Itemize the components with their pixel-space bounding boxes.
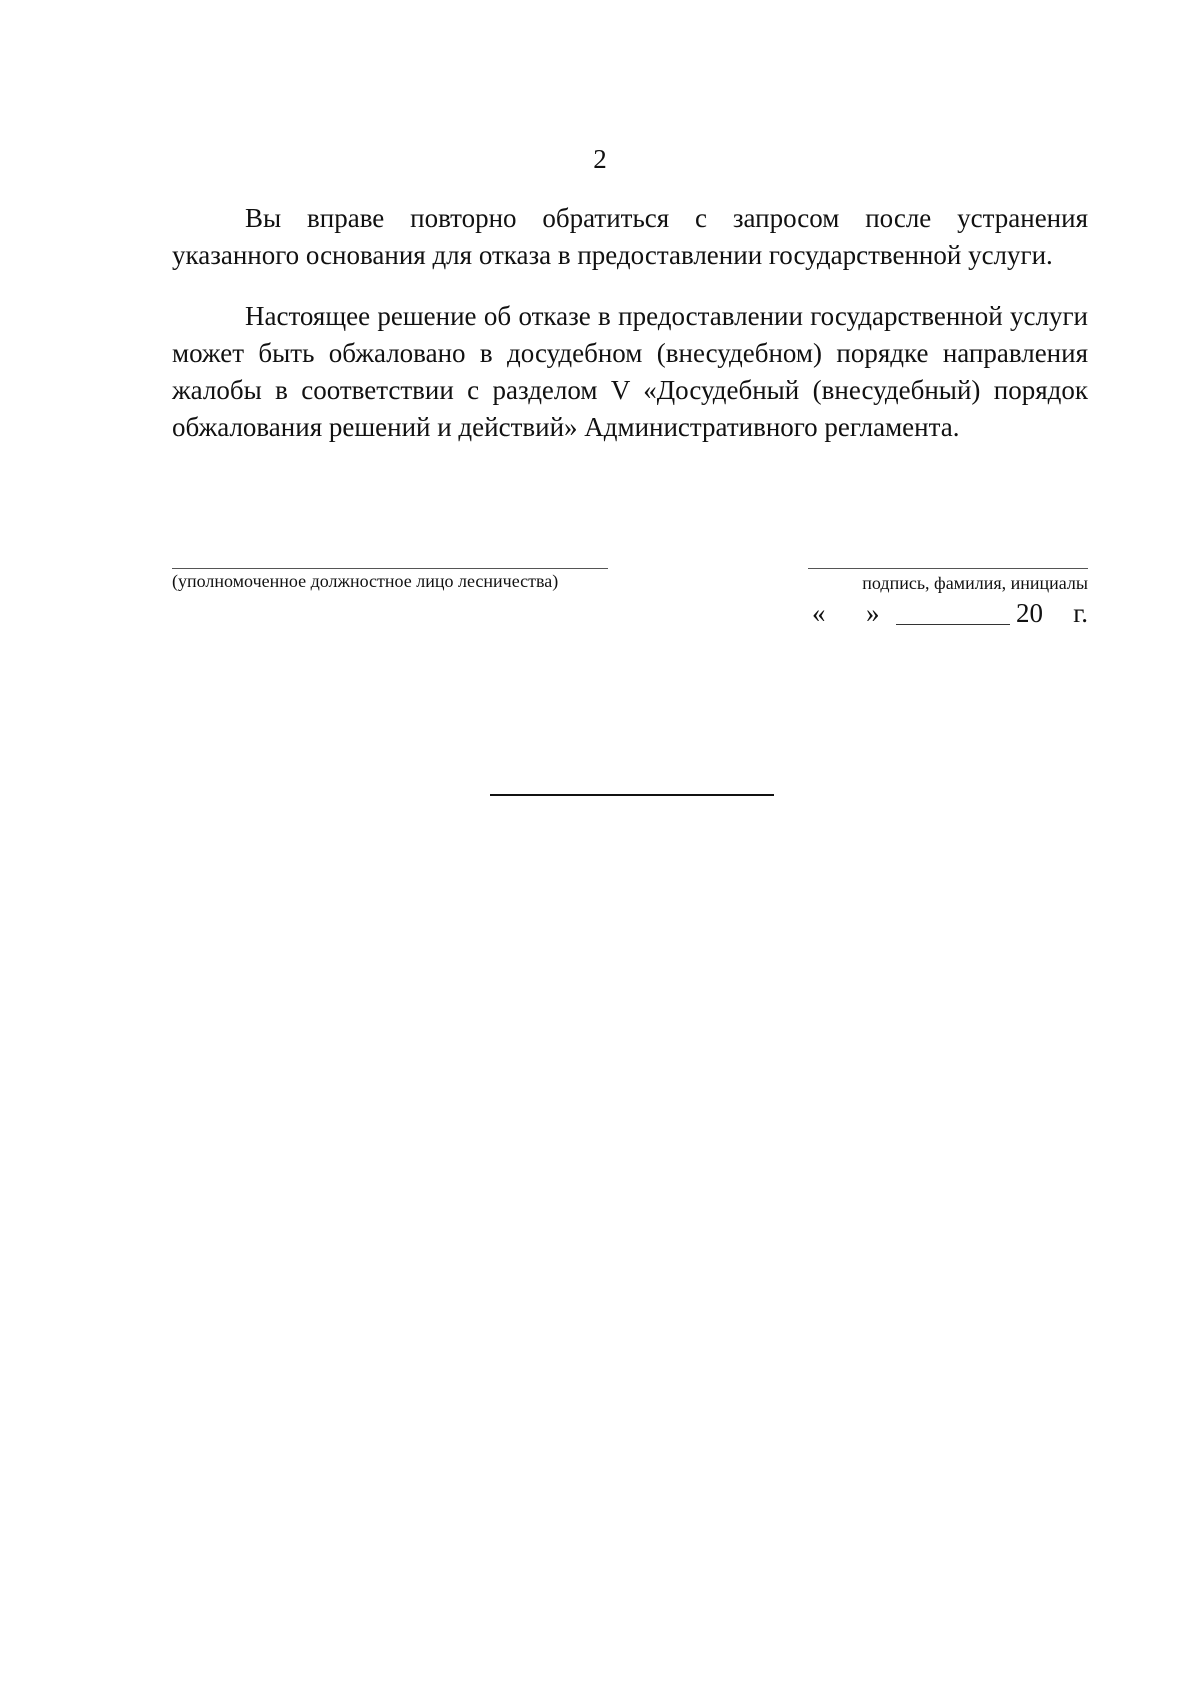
- paragraph-appeal: Настоящее решение об отказе в предоставлении государственной услуги может быть обжаловано в досудебном (внесудебном) порядке направления жалобы в соответствии с разделом V «Досудебный (внесудебный) порядок обжалования решений и действий» Административного регламента.: [172, 301, 1088, 442]
- document-end-rule: [490, 794, 774, 796]
- signature-line: [808, 568, 1088, 569]
- date-close-quote: »: [866, 598, 880, 628]
- official-caption: (уполномоченное должностное лицо лесничества): [172, 571, 559, 591]
- paragraph-resubmit: Вы вправе повторно обратиться с запросом после устранения указанного основания для отказа в предоставлении государственной услуги.: [172, 203, 1088, 270]
- date-open-quote: «: [812, 598, 826, 628]
- date-year-suffix: г.: [1073, 598, 1088, 628]
- page-number: 2: [593, 144, 607, 174]
- date-line: [812, 596, 1088, 630]
- date-month-blank: [896, 624, 1010, 625]
- body-text: [172, 200, 1088, 446]
- signature-caption: подпись, фамилия, инициалы: [862, 573, 1088, 593]
- date-year-prefix: 20: [1016, 598, 1043, 628]
- official-name-line: [172, 568, 608, 569]
